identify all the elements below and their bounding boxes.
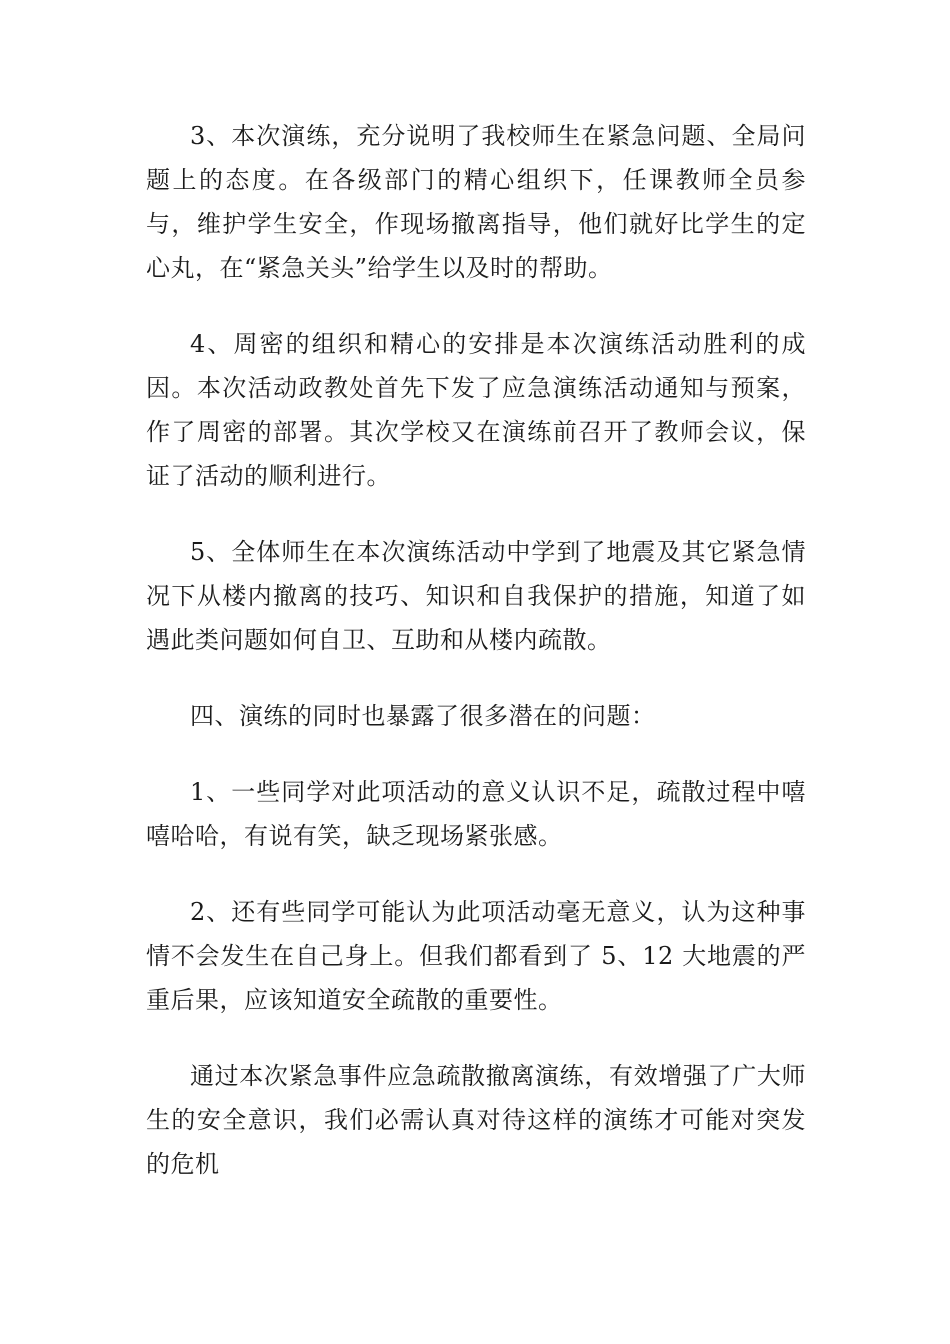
paragraph-item-4: 4、周密的组织和精心的安排是本次演练活动胜利的成因。本次活动政教处首先下发了应急演练活动通知与预案，作了周密的部署。其次学校又在演练前召开了教师会议，保证了活动的顺利进行。 xyxy=(146,330,806,490)
conclusion-paragraph: 通过本次紧急事件应急疏散撤离演练，有效增强了广大师生的安全意识，我们必需认真对待这样的演练才可能对突发的危机 xyxy=(146,1062,806,1178)
problem-item-1: 1、一些同学对此项活动的意义认识不足，疏散过程中嘻嘻哈哈，有说有笑，缺乏现场紧张感。 xyxy=(146,778,806,850)
section-heading-problems: 四、演练的同时也暴露了很多潜在的问题： xyxy=(190,702,656,730)
problem-item-2: 2、还有些同学可能认为此项活动毫无意义，认为这种事情不会发生在自己身上。但我们都看到了 5、12 大地震的严重后果，应该知道安全疏散的重要性。 xyxy=(146,898,806,1014)
paragraph-item-5: 5、全体师生在本次演练活动中学到了地震及其它紧急情况下从楼内撤离的技巧、知识和自我保护的措施，知道了如遇此类问题如何自卫、互助和从楼内疏散。 xyxy=(146,538,806,654)
document-body xyxy=(146,114,806,1218)
paragraph-item-3: 3、本次演练，充分说明了我校师生在紧急问题、全局问题上的态度。在各级部门的精心组织下，任课教师全员参与，维护学生安全，作现场撤离指导，他们就好比学生的定心丸，在“紧急关头”给学生以及时的帮助。 xyxy=(146,122,806,282)
